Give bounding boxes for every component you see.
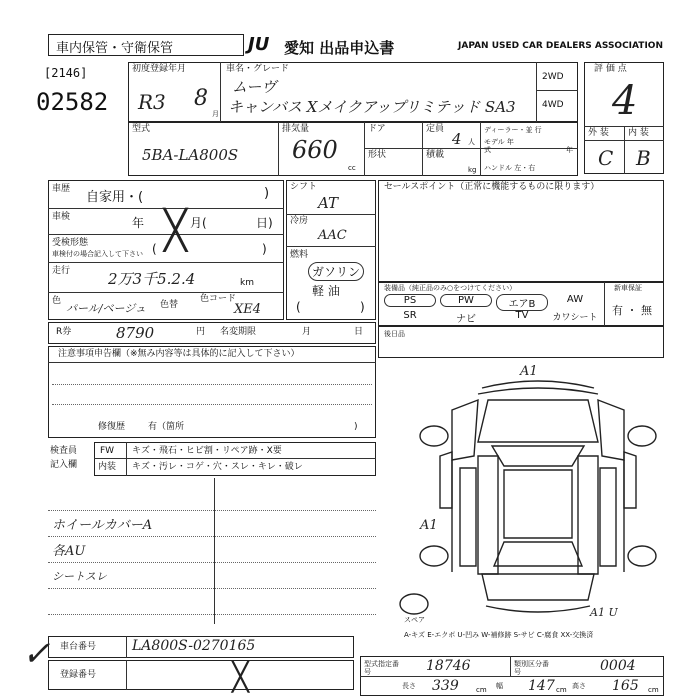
handle-label: ハンドル 左・右 xyxy=(484,164,536,172)
association-name: JAPAN USED CAR DEALERS ASSOCIATION xyxy=(458,41,663,51)
expiry-month: 月 xyxy=(302,327,312,337)
inspection-cross-mark: ╳ xyxy=(164,208,187,252)
height-value: 165 xyxy=(612,678,639,694)
height-label: 高さ xyxy=(572,682,586,690)
drive-4wd: 4WD xyxy=(542,100,564,110)
received-open: ( xyxy=(152,242,157,256)
new-warranty-label: 新車保証 xyxy=(614,284,642,292)
doors-label: ドア xyxy=(368,124,386,134)
usage-close: ) xyxy=(264,186,270,201)
lot-number: 02582 xyxy=(36,88,109,116)
check-interior-key: 内装 xyxy=(98,462,117,472)
shape-label: 形状 xyxy=(368,150,387,160)
recycle-box xyxy=(48,322,376,344)
shift-value: AT xyxy=(318,194,339,212)
repaint-label: 色替 xyxy=(160,300,179,310)
comment-line-2: 各AU xyxy=(52,544,86,559)
equip-aw: AW xyxy=(566,294,584,305)
repair-label: 修復歴 xyxy=(98,422,126,432)
first-reg-year: R3 xyxy=(138,90,166,114)
grade-ext-label: 外 装 xyxy=(588,128,609,138)
sales-points-box xyxy=(378,180,664,282)
inspection-year: 年 xyxy=(132,216,145,230)
capacity-unit: 人 xyxy=(468,138,475,146)
grade-int-label: 内 装 xyxy=(628,128,649,138)
color-code-label: 色コード xyxy=(200,294,237,304)
equip-sr: SR xyxy=(403,310,417,321)
comment-line-3: シートスレ xyxy=(52,570,107,583)
height-unit: cm xyxy=(648,686,659,694)
model-year-label: モデル 年式 xyxy=(484,138,514,154)
comments-area xyxy=(48,478,376,624)
fuel-other-open: ( xyxy=(296,300,301,314)
fuel-other-close: ) xyxy=(360,300,365,314)
fuel-gasoline: ガソリン xyxy=(308,262,364,281)
fuel-diesel: 軽 油 xyxy=(312,284,340,298)
check-interior-row: キズ・汚レ・コゲ・穴・スレ・キレ・破レ xyxy=(132,462,303,472)
rear-label: 後日品 xyxy=(384,330,405,338)
grade-score: 4 xyxy=(612,78,638,124)
width-label: 幅 xyxy=(496,682,503,690)
usage-label: 車歴 xyxy=(52,184,71,194)
equip-navi: ナビ xyxy=(456,314,476,325)
dealer-label: ディーラー・並 行 xyxy=(484,126,542,134)
damage-legend: A-キズ E-エクボ U-凹み W-補修跡 S-サビ C-腐食 XX-交換済 xyxy=(404,631,594,639)
mileage-label: 走行 xyxy=(52,266,71,276)
length-label: 長さ xyxy=(402,682,416,690)
length-unit: cm xyxy=(476,686,487,694)
first-reg-month-unit: 月 xyxy=(212,110,219,118)
grade-label: 評 価 点 xyxy=(594,64,627,74)
displacement-unit: cc xyxy=(348,164,356,172)
repair-close: ) xyxy=(354,422,358,432)
entry-label: 記入欄 xyxy=(50,460,78,470)
car-name-line1: ムーヴ xyxy=(232,78,277,96)
rear-box xyxy=(378,326,664,358)
length-value: 339 xyxy=(432,678,459,694)
recycle-label: R券 xyxy=(56,327,72,337)
damage-mark-bottom: A1 U xyxy=(590,606,618,619)
capacity-label: 定員 xyxy=(426,124,445,134)
mileage-unit: km xyxy=(240,278,254,288)
registration-label: 登録番号 xyxy=(60,670,97,680)
first-reg-label: 初度登録年月 xyxy=(132,64,187,74)
load-label: 積載 xyxy=(426,150,445,160)
expiry-day: 日 xyxy=(354,327,364,337)
color-value: パール/ベージュ xyxy=(66,302,147,315)
first-reg-month: 8 xyxy=(194,86,208,111)
shift-label: シフト xyxy=(290,182,318,192)
damage-mark-top: A1 xyxy=(520,364,538,379)
recycle-value: 8790 xyxy=(116,324,155,342)
frame-number-label: 車台番号 xyxy=(60,642,97,652)
inspector-label: 検査員 xyxy=(50,446,78,456)
model-value: 5BA-LA800S xyxy=(142,146,239,164)
received-close: ) xyxy=(262,242,267,256)
class-label: 類別区分番号 xyxy=(514,660,549,676)
drive-2wd: 2WD xyxy=(542,72,564,82)
registration-cross-mark: ╳ xyxy=(232,660,249,693)
storage-label: 車内保管・守衛保管 xyxy=(56,41,174,56)
color-label: 色 xyxy=(52,296,62,306)
grade-int-value: B xyxy=(636,146,651,170)
inspection-month: 月( xyxy=(190,216,207,230)
equipment-label: 装備品（純正品のみ○をつけてください） xyxy=(384,284,517,292)
check-fw-row: キズ・飛石・ヒビ割・リペア跡・X要 xyxy=(132,446,282,456)
aircon-label: 冷房 xyxy=(290,216,309,226)
class-value: 0004 xyxy=(600,658,636,674)
sales-points-label: セールスポイント（正常に機能するものに限ります） xyxy=(384,182,600,192)
displacement-label: 排気量 xyxy=(282,124,310,134)
damage-mark-side: A1 xyxy=(420,518,438,533)
comment-line-1: ホイールカバーA xyxy=(52,518,153,533)
car-damage-diagram xyxy=(412,360,664,626)
inspection-day: 日) xyxy=(256,216,273,230)
load-unit: kg xyxy=(468,166,477,174)
equip-airbag: エアB xyxy=(496,294,548,311)
form-title: 愛知 出品申込書 xyxy=(284,39,395,57)
check-fw-key: FW xyxy=(100,446,115,456)
spare-label: スペア xyxy=(404,616,425,624)
year-unit: 年 xyxy=(566,146,573,154)
width-unit: cm xyxy=(556,686,567,694)
mileage-value: 2万3千5.2.4 xyxy=(108,270,196,288)
expiry-label: 名変期限 xyxy=(220,327,257,337)
recycle-unit: 円 xyxy=(196,327,206,337)
frame-number-value: LA800S-0270165 xyxy=(132,638,256,654)
cert-value: 18746 xyxy=(426,658,471,674)
color-code-value: XE4 xyxy=(234,302,262,317)
car-name-line2: キャンバス Xメイクアップリミテッド SA3 xyxy=(228,98,516,116)
check-mark: ✓ xyxy=(22,634,51,674)
spare-tire-icon xyxy=(398,592,430,616)
received-note: 車検付の場合記入して下さい xyxy=(52,250,143,258)
fuel-label: 燃料 xyxy=(290,250,309,260)
received-label: 受検形態 xyxy=(52,238,89,248)
capacity-value: 4 xyxy=(452,130,462,148)
new-warranty-value: 有 ・ 無 xyxy=(612,304,652,317)
cert-label: 型式指定番号 xyxy=(364,660,399,676)
equip-tv: TV xyxy=(515,310,529,321)
aircon-value: AAC xyxy=(318,228,347,243)
model-label: 型式 xyxy=(132,124,151,134)
ju-logo: JU xyxy=(248,34,270,55)
displacement-value: 660 xyxy=(292,136,338,164)
grade-ext-value: C xyxy=(598,146,614,170)
car-name-label: 車名・グレード xyxy=(226,64,290,74)
notes-label: 注意事項申告欄（※無み内容等は具体的に記入して下さい） xyxy=(58,349,300,359)
equip-leather: カワシート xyxy=(552,313,598,323)
inspection-label: 車検 xyxy=(52,212,71,222)
usage-value: 自家用・( xyxy=(86,190,144,205)
repair-value: 有（箇所 xyxy=(148,422,185,432)
bracket-number: [2146] xyxy=(44,66,88,80)
width-value: 147 xyxy=(528,678,555,694)
equip-ps: PS xyxy=(384,294,436,307)
equip-pw: PW xyxy=(440,294,492,307)
